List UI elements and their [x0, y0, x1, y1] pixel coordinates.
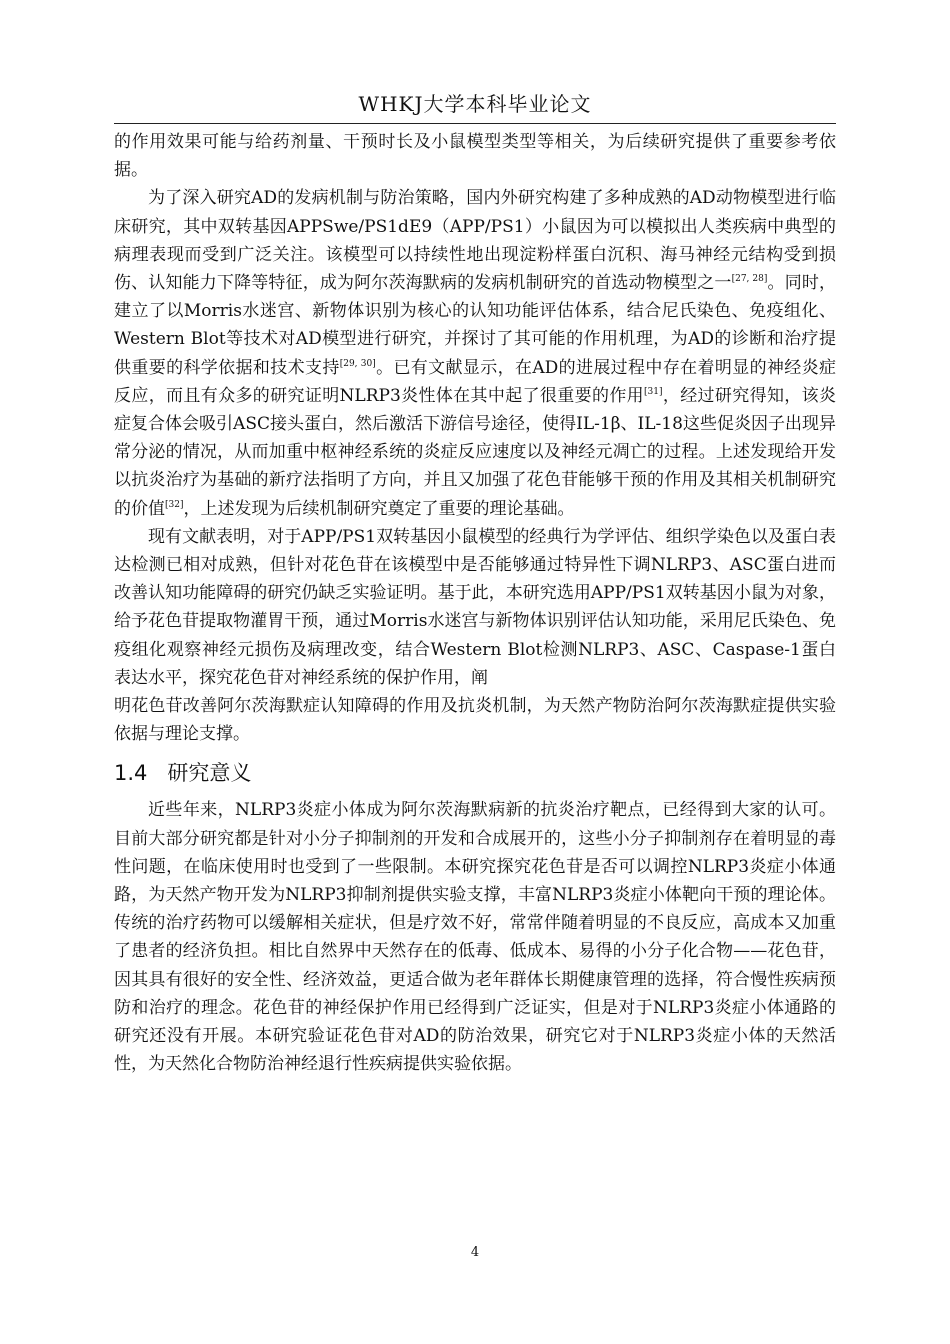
section-title: 研究意义 [167, 761, 252, 786]
paragraph [114, 184, 836, 522]
paragraph [114, 796, 836, 1078]
page-number: 4 [470, 1245, 480, 1260]
citation-reference: [29, 30] [339, 358, 376, 369]
section-heading [114, 758, 836, 788]
paragraph [114, 523, 836, 692]
paragraph-text: 的作用效果可能与给药剂量、干预时长及小鼠模型类型等相关，为后续研究提供了重要参考依据。 [114, 132, 836, 181]
citation-reference: [27, 28] [731, 274, 768, 285]
citation-reference: [32] [165, 499, 184, 510]
paragraph-text: ，上述发现为后续机制研究奠定了重要的理论基础。 [183, 498, 575, 519]
paragraph-text: 。同时，建立了以Morris水迷宫、新物体识别为核心的认知功能评估体系，结合尼氏染色、免疫组化、Western Blot等技术对AD模型进行研究，并探讨了其可能的作用机理，为AD的诊断和治疗提供重要的科学依据和技术支持 [114, 273, 837, 378]
header-divider [114, 123, 836, 124]
paragraph-text: 。已有文献显示，在AD的进展过程中存在着明显的神经炎症反应，而且有众多的研究证明NLRP3炎性体在其中起了很重要的作用 [114, 357, 837, 406]
paragraph-text: ，经过研究得知，该炎症复合体会吸引ASC接头蛋白，然后激活下游信号途径，使得IL-1β、IL-18这些促炎因子出现异常分泌的情况，从而加重中枢神经系统的炎症反应速度以及神经元凋亡的过程。上述发现给开发以抗炎治疗为基础的新疗法指明了方向，并且又加强了花色苷能够干预的作用及其相关机制研究的价值 [114, 385, 836, 519]
paragraph [114, 692, 836, 748]
section-number: 1.4 [114, 761, 148, 786]
paragraphs-top [114, 128, 836, 748]
page-header-title: WHKJ大学本科毕业论文 [358, 92, 592, 116]
paragraph-text: 近些年来，NLRP3炎症小体成为阿尔茨海默病新的抗炎治疗靶点，已经得到大家的认可。目前大部分研究都是针对小分子抑制剂的开发和合成展开的，这些小分子抑制剂存在着明显的毒性问题，在临床使用时也受到了一些限制。本研究探究花色苷是否可以调控NLRP3炎症小体通路，为天然产物开发为NLRP3抑制剂提供实验支撑，丰富NLRP3炎症小体靶向干预的理论体。传统的治疗药物可以缓解相关症状，但是疗效不好，常常伴随着明显的不良反应，高成本又加重了患者的经济负担。相比自然界中天然存在的低毒、低成本、易得的小分子化合物——花色苷，因其具有很好的安全性、经济效益，更适合做为老年群体长期健康管理的选择，符合慢性疾病预防和治疗的理念。花色苷的神经保护作用已经得到广泛证实，但是对于NLRP3炎症小体通路的研究还没有开展。本研究验证花色苷对AD的防治效果，研究它对于NLRP3炎症小体的天然活性，为天然化合物防治神经退行性疾病提供实验依据。 [114, 800, 836, 1075]
body-text [114, 128, 836, 1079]
paragraphs-bottom [114, 796, 836, 1078]
citation-reference: [31] [644, 386, 663, 397]
paragraph-text: 现有文献表明，对于APP/PS1双转基因小鼠模型的经典行为学评估、组织学染色以及蛋白表达检测已相对成熟，但针对花色苷在该模型中是否能够通过特异性下调NLRP3、ASC蛋白进而改善认知功能障碍的研究仍缺乏实验证明。基于此，本研究选用APP/PS1双转基因小鼠为对象，给予花色苷提取物灌胃干预，通过Morris水迷宫与新物体识别评估认知功能，采用尼氏染色、免疫组化观察神经元损伤及病理改变，结合Western Blot检测NLRP3、ASC、Caspase-1蛋白表达水平，探究花色苷对神经系统的保护作用，阐 [114, 526, 836, 688]
paragraph-text: 明花色苷改善阿尔茨海默症认知障碍的作用及抗炎机制，为天然产物防治阿尔茨海默症提供实验依据与理论支撑。 [114, 696, 836, 745]
paragraph-text: 为了深入研究AD的发病机制与防治策略，国内外研究构建了多种成熟的AD动物模型进行临床研究，其中双转基因APPSwe/PS1dE9（APP/PS1）小鼠因为可以模拟出人类疾病中典型的病理表现而受到广泛关注。该模型可以持续性地出现淀粉样蛋白沉积、海马神经元结构受到损伤、认知能力下降等特征，成为阿尔茨海默病的发病机制研究的首选动物模型之一 [114, 188, 836, 294]
paragraph [114, 128, 836, 184]
